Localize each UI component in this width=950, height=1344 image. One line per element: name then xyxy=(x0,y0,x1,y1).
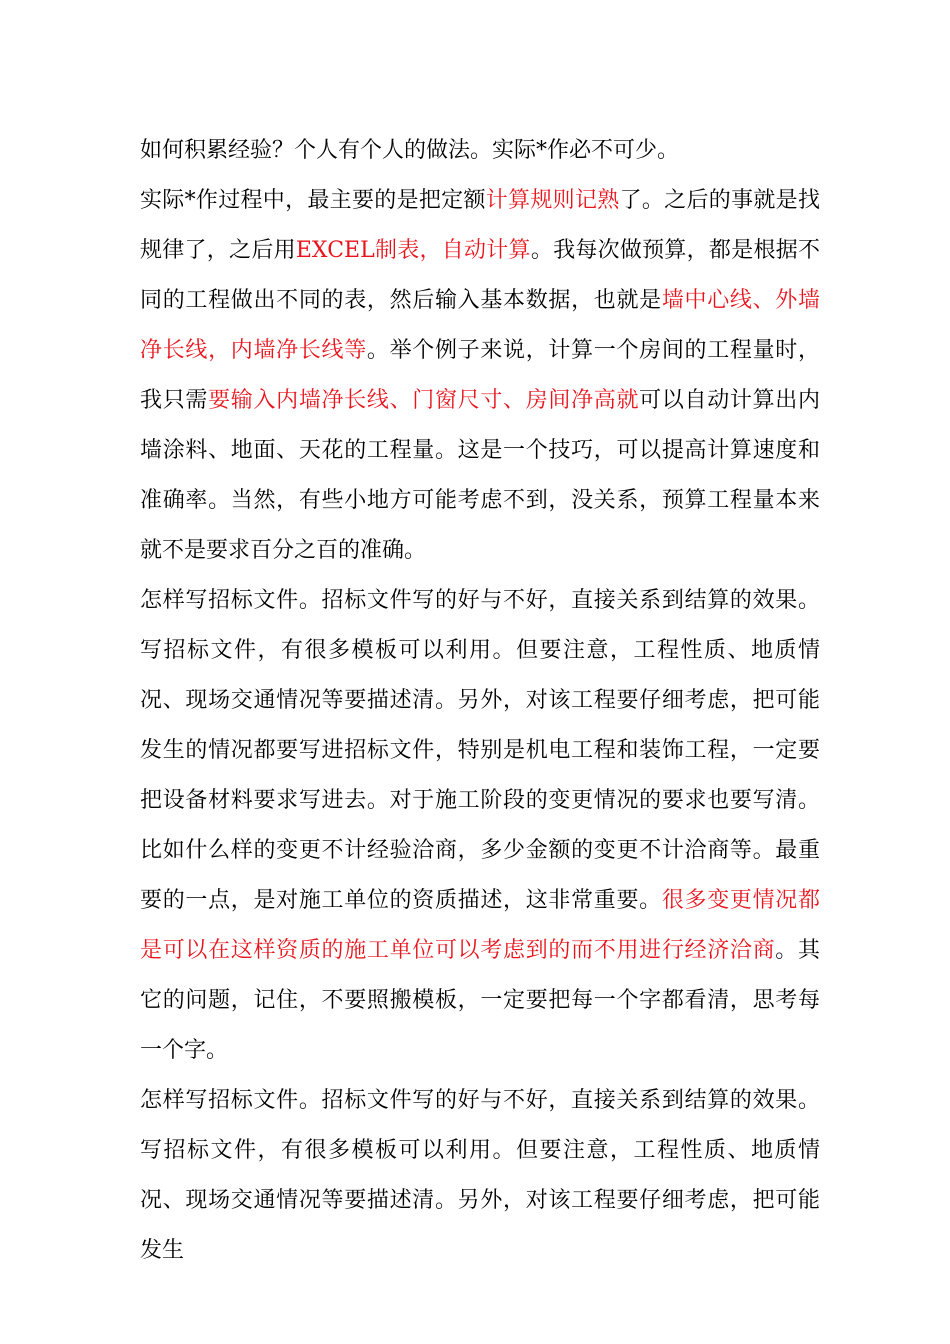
text-segment: 实际*作过程中，最主要的是把定额 xyxy=(140,188,486,213)
highlighted-text: EXCEL制表，自动计算 xyxy=(295,238,531,263)
highlighted-text: 要输入内墙净长线、门窗尺寸、房间净高就 xyxy=(208,388,640,413)
text-segment: 可以自动计算出内墙涂料、地面、天花的工程量。这是一个技巧，可以提高计算速度和准确率。当然，有些小地方可能考虑不到，没关系，预算工程量本来就不是要求百分之百的准确。 xyxy=(140,388,820,563)
text-segment: 。我每次做预算，都是根据不同的工程做出不同的表，然后输入基本数据，也就是 xyxy=(140,238,820,313)
paragraph-tender-document-repeat xyxy=(140,1076,820,1276)
text-segment: 。其它的问题，记住，不要照搬模板，一定要把每一个字都看清，思考每一个字。 xyxy=(140,938,820,1063)
highlighted-text: 墙中心线、外墙净长线，内墙净长线等 xyxy=(140,288,820,363)
highlighted-text: 很多变更情况都是可以在这样资质的施工单位可以考虑到的而不用进行经济洽商 xyxy=(140,888,820,963)
text-segment: 怎样写招标文件。招标文件写的好与不好，直接关系到结算的效果。写招标文件，有很多模板可以利用。但要注意，工程性质、地质情况、现场交通情况等要描述清。另外，对该工程要仔细考虑，把可能发生的情况都要写进招标文件，特别是机电工程和装饰工程，一定要把设备材料要求写进去。对于施工阶段的变更情况的要求也要写清。比如什么样的变更不计经验洽商，多少金额的变更不计洽商等。最重要的一点，是对施工单位的资质描述，这非常重要。 xyxy=(140,588,820,913)
document-body xyxy=(140,126,820,1276)
paragraph-tender-document xyxy=(140,576,820,1076)
text-segment: 。举个例子来说，计算一个房间的工程量时，我只需 xyxy=(140,338,820,413)
text-segment: 怎样写招标文件。招标文件写的好与不好，直接关系到结算的效果。写招标文件，有很多模板可以利用。但要注意，工程性质、地质情况、现场交通情况等要描述清。另外，对该工程要仔细考虑，把可能发生 xyxy=(140,1088,820,1263)
highlighted-text: 计算规则记熟 xyxy=(485,188,620,213)
text-segment: 了。之后的事就是找规律了，之后用 xyxy=(140,188,820,263)
text-segment: 如何积累经验？个人有个人的做法。实际*作必不可少。 xyxy=(140,138,680,163)
paragraph-experience xyxy=(140,126,820,176)
paragraph-practice xyxy=(140,176,820,576)
